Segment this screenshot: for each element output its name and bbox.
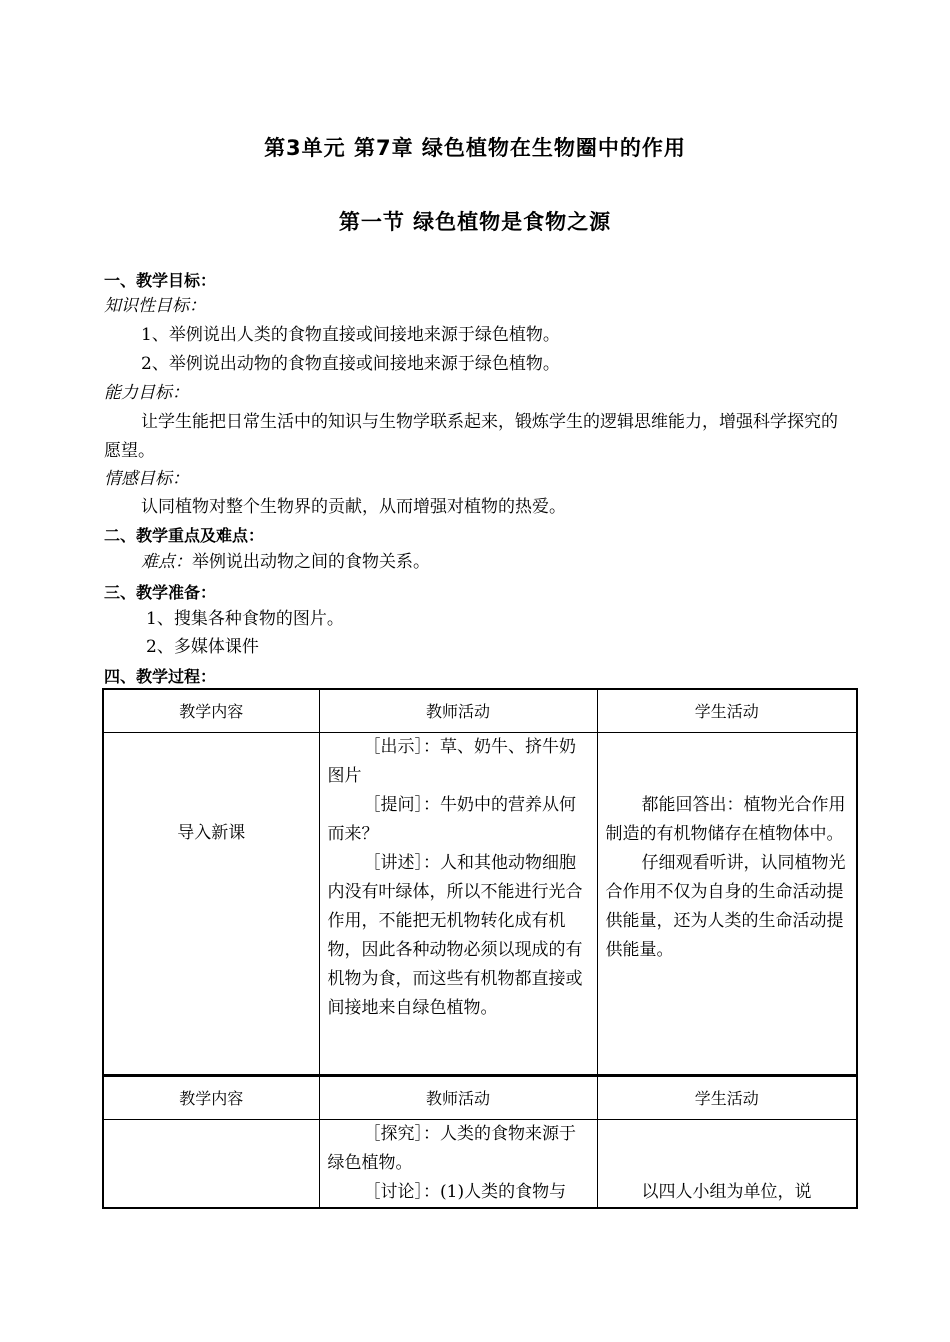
knowledge-item: 1、举例说出人类的食物直接或间接地来源于绿色植物。 [141,325,560,345]
header-content: 教学内容 [103,1076,319,1120]
teacher-activity: ［讨论］：(1)人类的食物与 [363,1182,567,1202]
content-cell: 导入新课 [103,733,319,1075]
header-content: 教学内容 [103,689,319,733]
process-heading: 四、教学过程： [104,667,217,686]
preparation-item: 2、多媒体课件 [146,637,259,657]
teacher-activity: ［提问］：牛奶中的营养从何而来？ [327,795,576,844]
table-header-row [103,1076,857,1120]
difficulty-line [141,548,891,577]
chapter-title: 第3单元 第7章 绿色植物在生物圈中的作用 [264,136,686,160]
header-student: 学生活动 [597,1076,857,1120]
emotion-label: 情感目标： [104,469,189,489]
keypoints-heading: 二、教学重点及难点： [104,526,265,545]
ability-label: 能力目标： [104,383,189,403]
teacher-cell [319,733,597,1075]
student-activity: 都能回答出：植物光合作用制造的有机物储存在植物体中。 [605,795,846,844]
preparation-heading: 三、教学准备： [104,583,217,602]
section-title: 第一节 绿色植物是食物之源 [338,210,612,234]
student-activity: 仔细观看听讲，认同植物光合作用不仅为自身的生命活动提供能量，还为人类的生命活动提供能量。 [605,853,846,960]
ability-text: 让学生能把日常生活中的知识与生物学联系起来，锻炼学生的逻辑思维能力，增强科学探究的愿望。 [104,412,838,461]
emotion-text: 认同植物对整个生物界的贡献，从而增强对植物的热爱。 [141,497,566,517]
content-cell [103,1120,319,1209]
preparation-item: 1、搜集各种食物的图片。 [146,609,344,629]
student-cell [597,1120,857,1209]
difficulty-text: 举例说出动物之间的食物关系。 [192,552,430,572]
process-table [102,688,858,1076]
process-table-continued [102,1075,858,1209]
student-cell [597,733,857,1075]
table-row [103,733,857,1075]
knowledge-item: 2、举例说出动物的食物直接或间接地来源于绿色植物。 [141,354,560,374]
table-row [103,1120,857,1209]
teacher-activity: ［讲述］：人和其他动物细胞内没有叶绿体，所以不能进行光合作用，不能把无机物转化成有机物，因此各种动物必须以现成的有机物为食，而这些有机物都直接或间接地来自绿色植物。 [327,853,583,1018]
teacher-activity: ［探究］：人类的食物来源于绿色植物。 [327,1124,576,1173]
student-activity: 以四人小组为单位，说 [641,1182,812,1202]
knowledge-label: 知识性目标： [104,296,206,316]
header-teacher: 教师活动 [319,689,597,733]
teacher-cell [319,1120,597,1209]
teacher-activity: ［出示］：草、奶牛、挤牛奶图片 [327,737,576,786]
difficulty-label: 难点： [141,552,192,572]
objectives-heading: 一、教学目标： [104,271,217,290]
header-teacher: 教师活动 [319,1076,597,1120]
header-student: 学生活动 [597,689,857,733]
table-header-row [103,689,857,733]
